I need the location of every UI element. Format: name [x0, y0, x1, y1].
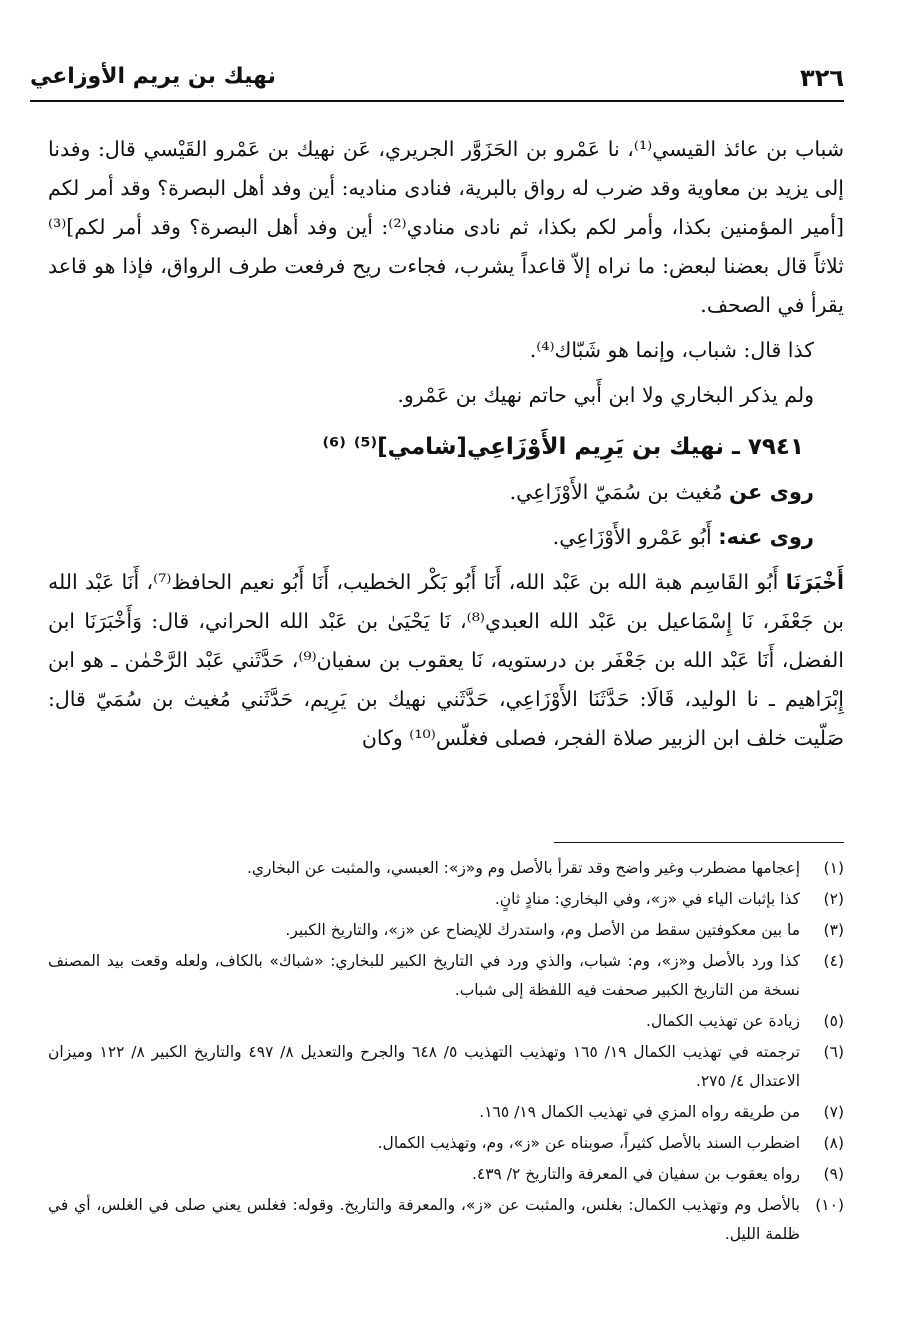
footnote-text: كذا بإثبات الياء في «ز»، وفي البخاري: منادٍ ثانٍ. [494, 890, 800, 908]
narrated-from-label: روى عن [729, 480, 814, 504]
footnote-separator [554, 842, 844, 843]
page-header [30, 58, 844, 98]
footnote [48, 916, 844, 945]
page-number: ٣٢٦ [800, 64, 844, 92]
isnad-text: أَبُو القَاسِم هبة الله بن عَبْد الله، أَنَا أَبُو بَكْر الخطيب، أَنَا أَبُو نعيم الحافظ⁽⁷⁾، أَنَا عَبْد الله بن جَعْفَر، نَا إِسْمَاعيل بن عَبْد الله العبدي⁽⁸⁾، نَا يَحْيَىٰ بن عَبْد الله الحراني، قال: وَأَخْبَرَنَا ابن الفضل، أَنَا عَبْد الله بن جَعْفَر بن درستويه، نَا يعقوب بن سفيان⁽⁹⁾، حَدَّثَني عَبْد الرَّحْمٰن ـ هو ابن إِبْرَاهيم ـ نا الوليد، قَالَا: حَدَّثَنَا الأَوْزَاعِي، حَدَّثَني نهيك بن يَرِيم، حَدَّثَني مُغيث بن سُمَيّ قال: صَلّيت خلف ابن الزبير صلاة الفجر، فصلى فغلّس⁽¹⁰⁾ وكان [48, 570, 844, 750]
running-title: نهيك بن يريم الأوزاعي [30, 64, 276, 89]
isnad-paragraph [48, 563, 844, 758]
footnote-number: (٣) [823, 921, 844, 939]
footnote [48, 854, 844, 883]
footnote [48, 1038, 844, 1096]
paragraph-bukhari-note: ولم يذكر البخاري ولا ابن أَبي حاتم نهيك بن عَمْرو. [397, 383, 814, 407]
footnote [48, 1160, 844, 1189]
entry-heading: ٧٩٤١ ـ نهيك بن يَرِيم الأَوْزَاعِي[شامي]⁽⁵⁾ ⁽⁶⁾ [322, 434, 804, 460]
narrated-from-text: مُغيث بن سُمَيّ الأَوْزَاعِي. [509, 480, 730, 504]
footnote-number: (٧) [823, 1103, 844, 1121]
narrated-by-line [48, 518, 844, 557]
footnote-number: (٦) [823, 1043, 844, 1061]
footnote [48, 1129, 844, 1158]
narrated-by-text: أَبُو عَمْرو الأَوْزَاعِي. [552, 525, 719, 549]
narrated-from-line [48, 473, 844, 512]
narrated-by-label: روى عنه: [718, 525, 814, 549]
footnote-text: ما بين معكوفتين سقط من الأصل وم، واستدرك للإيضاح عن «ز»، والتاريخ الكبير. [285, 921, 800, 939]
footnote [48, 885, 844, 914]
footnote-number: (٥) [823, 1012, 844, 1030]
footnote-text: اضطرب السند بالأصل كثيراً، صوبناه عن «ز»، وم، وتهذيب الكمال. [377, 1134, 800, 1152]
footnote-text: إعجامها مضطرب وغير واضح وقد تقرأ بالأصل وم و«ز»: العبسي، والمثبت عن البخاري. [246, 859, 800, 877]
footnote-text: من طريقه رواه المزي في تهذيب الكمال ١٩/ ١٦٥. [479, 1103, 800, 1121]
footnote [48, 1098, 844, 1127]
footnote-text: زيادة عن تهذيب الكمال. [646, 1012, 800, 1030]
footnote [48, 1191, 844, 1249]
header-rule [30, 100, 844, 102]
footnote-number: (١) [823, 859, 844, 877]
footnote [48, 1007, 844, 1036]
main-text [48, 130, 844, 758]
footnote [48, 947, 844, 1005]
footnote-number: (٢) [823, 890, 844, 908]
footnote-text: بالأصل وم وتهذيب الكمال: بغلس، والمثبت عن «ز»، والمعرفة والتاريخ. وقوله: فغلس يعني صلى في الغلس، أي في ظلمة الليل. [48, 1196, 800, 1243]
footnote-number: (١٠) [815, 1196, 844, 1214]
footnote-number: (٤) [823, 952, 844, 970]
paragraph-narration: شباب بن عائذ القيسي⁽¹⁾، نا عَمْرو بن الحَزَوَّر الجريري، عَن نهيك بن عَمْرو القَيْسي قال: وفدنا إلى يزيد بن معاوية وقد ضرب له رواق بالبرية، فنادى مناديه: أين وفد أهل البصرة؟ وقد أمر لكم [أمير المؤمنين بكذا، وأمر لكم بكذا، ثم نادى منادي⁽²⁾: أين وفد أهل البصرة؟ وقد أمر لكم]⁽³⁾ ثلاثاً قال بعضنا لبعض: ما نراه إلاّ قاعداً يشرب، فجاءت ريح فرفعت طرف الرواق، فإذا هو قاعد يقرأ في الصحف. [48, 137, 844, 317]
footnote-text: كذا ورد بالأصل و«ز»، وم: شباب، والذي ورد في التاريخ الكبير للبخاري: «شباك» بالكاف، ولعله وقعت بيد المصنف نسخة من التاريخ الكبير صحفت فيه اللفظة إلى شباب. [48, 952, 800, 999]
paragraph-note: كذا قال: شباب، وإنما هو شَبّاك⁽⁴⁾. [529, 338, 814, 362]
footnote-number: (٨) [823, 1134, 844, 1152]
footnote-text: ترجمته في تهذيب الكمال ١٩/ ١٦٥ وتهذيب التهذيب ٥/ ٦٤٨ والجرح والتعديل ٨/ ٤٩٧ والتاريخ الكبير ٨/ ١٢٢ وميزان الاعتدال ٤/ ٢٧٥. [48, 1043, 801, 1090]
footnotes [48, 854, 844, 1251]
footnote-text: رواه يعقوب بن سفيان في المعرفة والتاريخ ٢/ ٤٣٩. [471, 1165, 800, 1183]
footnote-number: (٩) [823, 1165, 844, 1183]
isnad-lead-word: أَخْبَرَنَا [785, 570, 845, 594]
